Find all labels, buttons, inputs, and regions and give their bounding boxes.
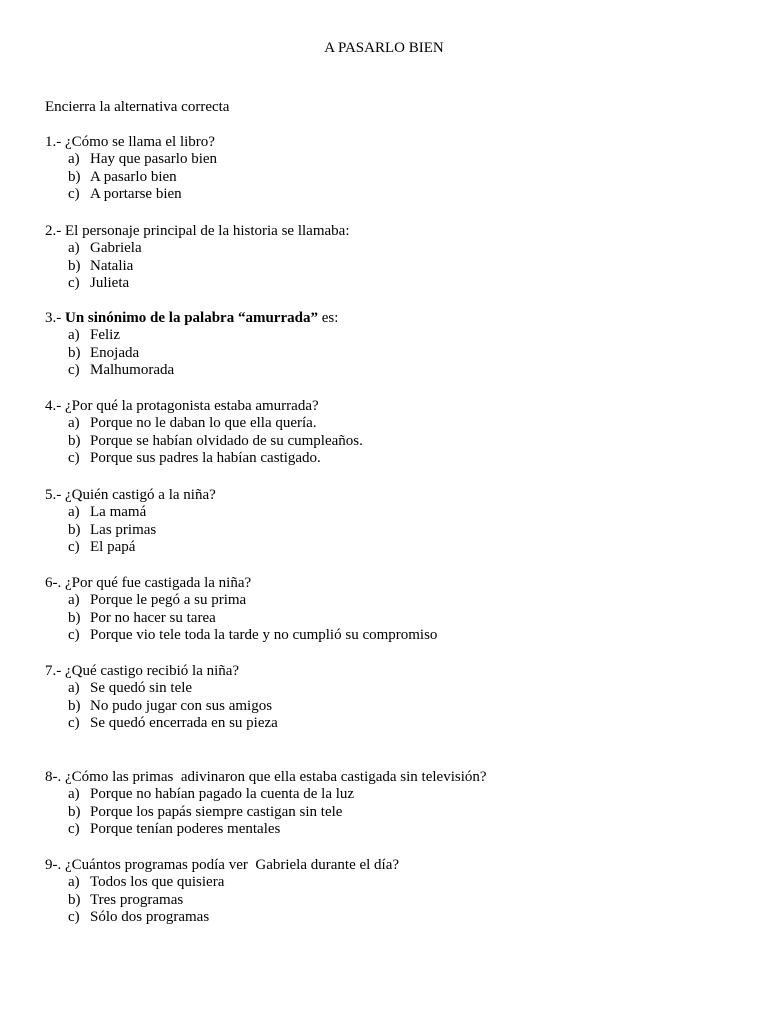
option-b[interactable]: b) No pudo jugar con sus amigos (68, 697, 273, 714)
options-list (45, 874, 725, 927)
option-b[interactable]: b) A pasarlo bien (68, 168, 177, 185)
question-text: 8-. ¿Cómo las primas adivinaron que ella estaba castigada sin televisión? (45, 769, 487, 785)
option-c[interactable]: c) Se quedó encerrada en su pieza (68, 715, 278, 732)
question-7 (45, 662, 725, 733)
option-a[interactable]: a) Hay que pasarlo bien (68, 151, 218, 167)
option-a[interactable]: a) Todos los que quisiera (68, 874, 225, 890)
question-6 (45, 574, 725, 645)
option-c[interactable]: c) Porque tenían poderes mentales (68, 821, 281, 838)
question-text: 4.- ¿Por qué la protagonista estaba amurrada? (45, 398, 319, 414)
options-list (45, 415, 725, 468)
option-b[interactable]: b) Enojada (68, 344, 140, 361)
question-3 (45, 309, 725, 380)
question-9 (45, 856, 725, 927)
option-b[interactable]: b) Por no hacer su tarea (68, 609, 216, 626)
option-c[interactable]: c) Porque vio tele toda la tarde y no cumplió su compromiso (68, 627, 438, 644)
option-b[interactable]: b) Porque se habían olvidado de su cumpleaños. (68, 432, 363, 449)
options-list (45, 680, 725, 733)
option-c[interactable]: c) Julieta (68, 275, 130, 292)
options-list (45, 592, 725, 645)
page-title: A PASARLO BIEN (324, 40, 444, 56)
option-c[interactable]: c) El papá (68, 539, 136, 556)
option-a[interactable]: a) Porque no habían pagado la cuenta de la luz (68, 786, 355, 802)
option-c[interactable]: c) A portarse bien (68, 186, 182, 203)
question-4 (45, 397, 725, 468)
option-a[interactable]: a) Porque no le daban lo que ella quería. (68, 415, 317, 431)
question-1 (45, 133, 725, 204)
question-8 (45, 768, 725, 839)
option-b[interactable]: b) Las primas (68, 521, 157, 538)
question-text: 5.- ¿Quién castigó a la niña? (45, 487, 216, 503)
question-text: 3.- Un sinónimo de la palabra “amurrada” es: (45, 310, 339, 326)
question-5 (45, 486, 725, 557)
options-list (45, 504, 725, 557)
option-b[interactable]: b) Porque los papás siempre castigan sin tele (68, 803, 343, 820)
instruction-text: Encierra la alternativa correcta (45, 99, 230, 115)
options-list (45, 327, 725, 380)
question-text: 1.- ¿Cómo se llama el libro? (45, 134, 215, 150)
question-text: 2.- El personaje principal de la historia se llamaba: (45, 223, 350, 239)
option-b[interactable]: b) Natalia (68, 257, 134, 274)
question-text: 7.- ¿Qué castigo recibió la niña? (45, 663, 240, 679)
options-list (45, 151, 725, 204)
option-c[interactable]: c) Porque sus padres la habían castigado. (68, 450, 321, 467)
options-list (45, 240, 725, 293)
option-a[interactable]: a) Se quedó sin tele (68, 680, 193, 696)
question-text: 6-. ¿Por qué fue castigada la niña? (45, 575, 252, 591)
option-a[interactable]: a) La mamá (68, 504, 147, 520)
question-2 (45, 222, 725, 293)
option-a[interactable]: a) Gabriela (68, 240, 142, 256)
options-list (45, 786, 725, 839)
option-c[interactable]: c) Sólo dos programas (68, 909, 210, 926)
question-text: 9-. ¿Cuántos programas podía ver Gabriela durante el día? (45, 857, 400, 873)
option-a[interactable]: a) Porque le pegó a su prima (68, 592, 247, 608)
option-c[interactable]: c) Malhumorada (68, 362, 175, 379)
option-a[interactable]: a) Feliz (68, 327, 120, 343)
option-b[interactable]: b) Tres programas (68, 891, 184, 908)
